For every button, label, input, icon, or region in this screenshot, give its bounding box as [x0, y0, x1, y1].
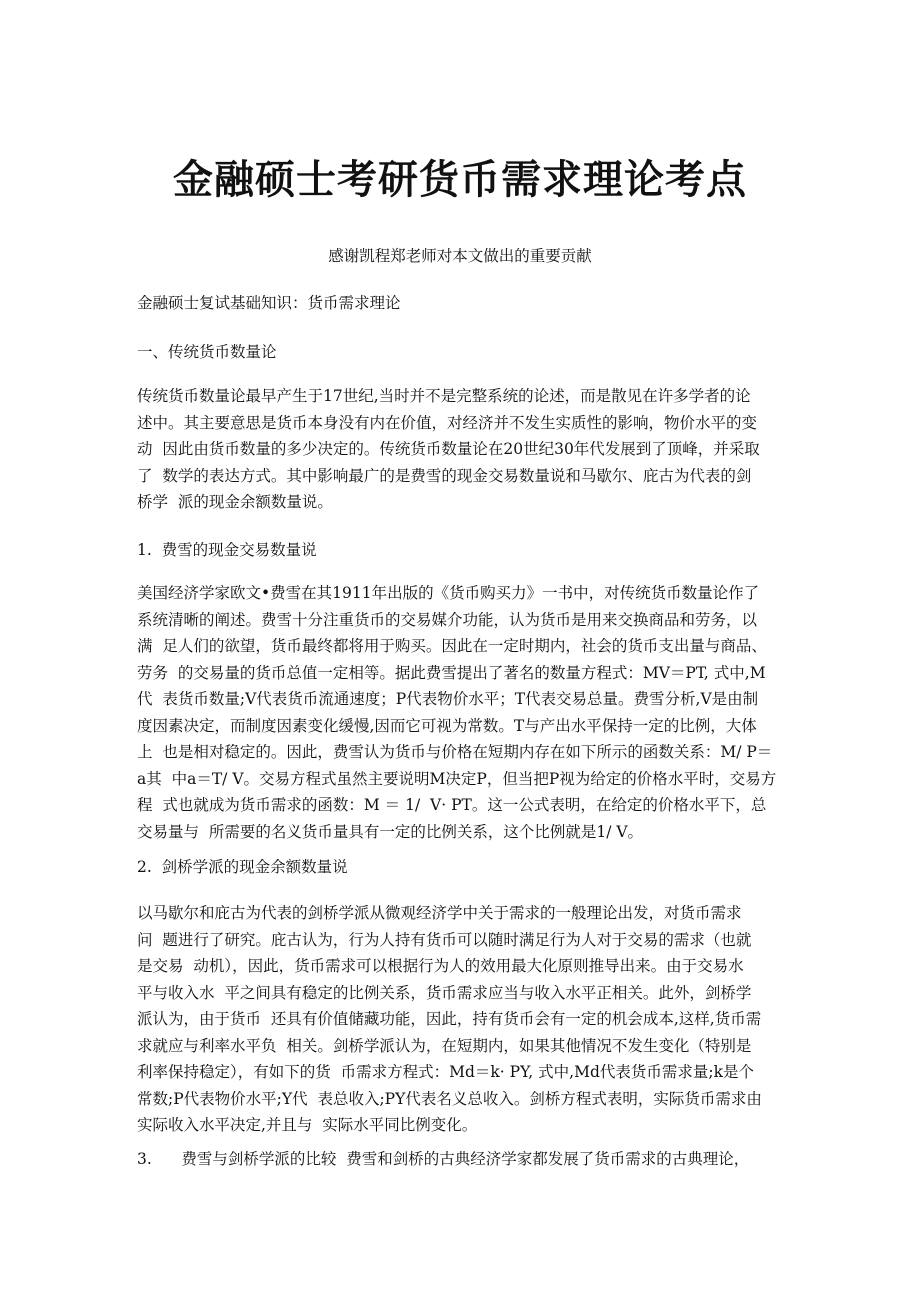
paragraph-line: 上 也是相对稳定的。因此，费雪认为货币与价格在短期内存在如下所示的函数关系：M/ P＝ — [137, 743, 773, 761]
paragraph-line: 问 题进行了研究。庇古认为，行为人持有货币可以随时满足行为人对于交易的需求（也就 — [137, 930, 752, 949]
paragraph-line: 传统货币数量论最早产生于17世纪,当时并不是完整系统的论述，而是散见在许多学者的论 — [137, 387, 751, 405]
paragraph-line: 满 足人们的欲望，货币最终都将用于购买。因此在一定时期内，社会的货币支出量与商品、 — [137, 637, 767, 655]
paragraph-line: 派认为，由于货币 还具有价值储藏功能，因此，持有货币会有一定的机会成本,这样,货币需 — [137, 1010, 762, 1028]
paragraph-line: 动 因此由货币数量的多少决定的。传统货币数量论在20世纪30年代发展到了顶峰，并采取 — [137, 440, 760, 458]
paragraph-line: 常数;P代表物价水平;Y代 表总收入;PY代表名义总收入。剑桥方程式表明，实际货币需求由 — [137, 1089, 762, 1108]
paragraph-line: 桥学 派的现金余额数量说。 — [137, 493, 333, 511]
paragraph-line: 程 式也就成为货币需求的函数：M ＝ 1/ V· PT。这一公式表明，在给定的价格水平下，总 — [137, 796, 767, 814]
paragraph-line: 了 数学的表达方式。其中影响最广的是费雪的现金交易数量说和马歇尔、庇古为代表的剑 — [137, 466, 752, 485]
paragraph-traditional-theory — [137, 383, 797, 516]
intro-line: 金融硕士复试基础知识：货币需求理论 — [137, 294, 401, 312]
paragraph-line: 度因素决定，而制度因素变化缓慢,因而它可视为常数。T与产出水平保持一定的比例，大体 — [137, 716, 757, 735]
paragraph-line: 平与收入水 平之间具有稳定的比例关系，货币需求应当与收入水平正相关。此外，剑桥学 — [137, 983, 752, 1002]
paragraph-line: 求就应与利率水平负 相关。剑桥学派认为，在短期内，如果其他情况不发生变化（特别是 — [137, 1036, 752, 1055]
paragraph-fisher — [137, 580, 797, 845]
subheading-fisher: 1. 费雪的现金交易数量说 — [137, 541, 317, 559]
paragraph-line: 交易量与 所需要的名义货币量具有一定的比例关系，这个比例就是1/ V。 — [137, 822, 644, 841]
subheading-cambridge: 2. 剑桥学派的现金余额数量说 — [137, 858, 348, 876]
acknowledgement-line: 感谢凯程郑老师对本文做出的重要贡献 — [328, 247, 592, 265]
paragraph-cambridge — [137, 900, 797, 1139]
section-heading-traditional-quantity-theory: 一、传统货币数量论 — [137, 343, 277, 361]
paragraph-line: a其 中a＝T/ V。交易方程式虽然主要说明M决定P，但当把P视为给定的价格水平时，交易方 — [137, 769, 777, 788]
paragraph-line: 代 表货币数量;V代表货币流通速度；P代表物价水平；T代表交易总量。费雪分析,V是由制 — [137, 690, 759, 708]
document-title: 金融硕士考研货币需求理论考点 — [173, 156, 747, 203]
paragraph-line: 述中。其主要意思是货币本身没有内在价值，对经济并不发生实质性的影响，物价水平的变 — [137, 413, 758, 432]
paragraph-line: 实际收入水平决定,并且与 实际水平同比例变化。 — [137, 1116, 478, 1134]
paragraph-line: 系统清晰的阐述。费雪十分注重货币的交易媒介功能，认为货币是用来交换商品和劳务，以 — [137, 610, 758, 629]
paragraph-line: 是交易 动机），因此，货币需求可以根据行为人的效用最大化原则推导出来。由于交易水 — [137, 957, 744, 975]
paragraph-line: 利率保持稳定），有如下的货 币需求方程式：Md＝k· PY, 式中,Md代表货币需求量;k是个 — [137, 1063, 754, 1081]
paragraph-line: 美国经济学家欧文•费雪在其1911年出版的《货币购买力》一书中，对传统货币数量论作了 — [137, 584, 760, 602]
paragraph-line: 以马歇尔和庇古为代表的剑桥学派从微观经济学中关于需求的一般理论出发，对货币需求 — [137, 904, 742, 922]
subheading-comparison: 3. 费雪与剑桥学派的比较 费雪和剑桥的古典经济学家都发展了货币需求的古典理论， — [137, 1150, 750, 1168]
paragraph-line: 劳务 的交易量的货币总值一定相等。据此费雪提出了著名的数量方程式：MV＝PT, 式中,M — [137, 663, 766, 682]
